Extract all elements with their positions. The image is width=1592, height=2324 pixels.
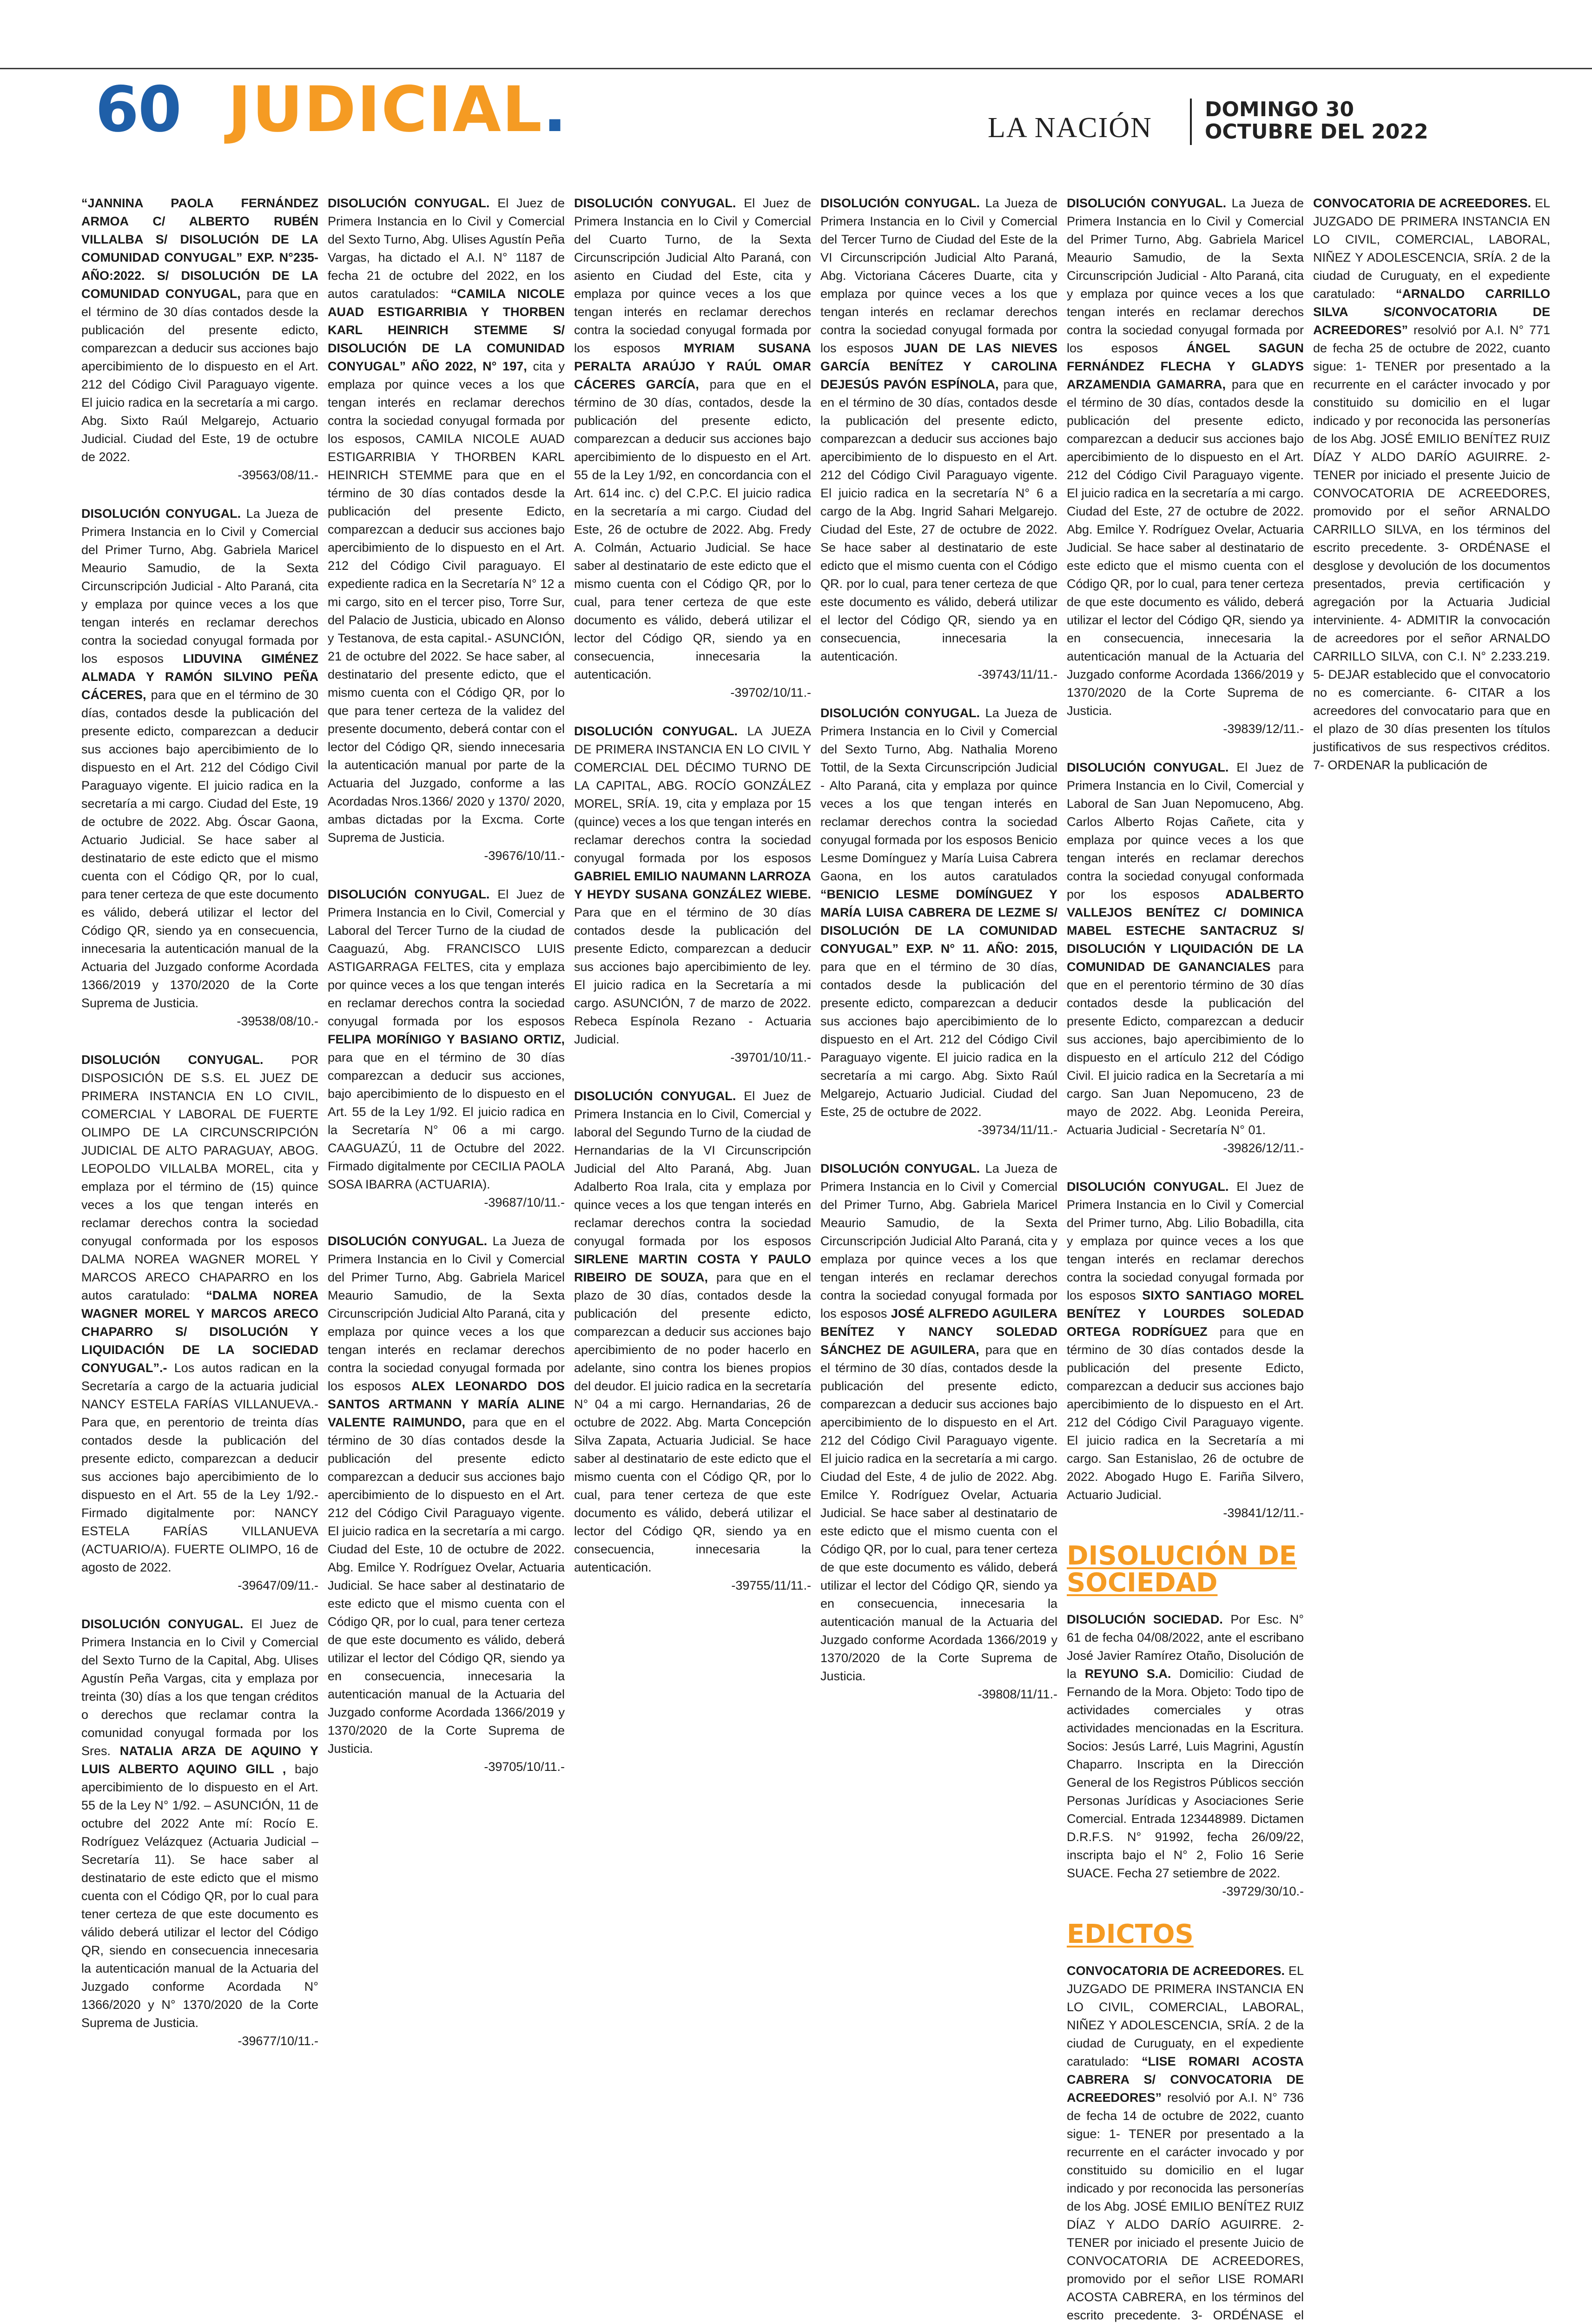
notice-lead: DISOLUCIÓN CONYUGAL. bbox=[574, 1089, 736, 1103]
notice-tail: para que en el término de 30 días contados desde la publicación del presente edicto comparezcan a deducir sus acciones bajo apercibimiento de lo dispuesto en el Art. 212 del Código Civil Paraguayo vigente. El juicio radica en la secretaría a mi cargo. Ciudad del Este, 10 de octubre de 2022. Abg. Emilce Y. Rodríguez Ovelar, Actuaria Judicial. Se hace saber al destinatario de este edicto que el mismo cuenta con el Código QR, por lo cual, para tener certeza de que este documento es válido, deberá utilizar el lector del Código QR, siendo ya en consecuencia, innecesaria la autenticación manual de la Actuaria del Juzgado conforme Acordada 1366/2019 y 1370/2020 de la Corte Suprema de Justicia. bbox=[328, 1415, 565, 1756]
notice-lead: DISOLUCIÓN CONYUGAL. bbox=[574, 724, 738, 738]
notice bbox=[1067, 194, 1304, 738]
notice-ref: -39677/10/11.- bbox=[238, 2034, 318, 2048]
notice-names: “DALMA NOREA WAGNER MOREL Y MARCOS ARECO CHAPARRO S/ DISOLUCIÓN Y LIQUIDACIÓN DE LA SOCIEDAD CONYUGAL”.- bbox=[81, 1288, 318, 1375]
notice-lead: DISOLUCIÓN CONYUGAL. bbox=[328, 1234, 488, 1248]
notice-lead: DISOLUCIÓN CONYUGAL. bbox=[81, 1053, 264, 1067]
notice-names: “LISE ROMARI ACOSTA CABRERA S/ CONVOCATORIA DE ACREEDORES” bbox=[1067, 2054, 1304, 2105]
notice-body: La Jueza de Primera Instancia en lo Civil y Comercial del Primer Turno, Abg. Gabriela Maricel Meaurio Samudio, de la Sexta Circunscripción Judicial - Alto Paraná, cita y emplaza por quince veces a los que tengan interés en reclamar derechos contra la sociedad conyugal formada por los esposos bbox=[1067, 196, 1304, 355]
notice-tail: para que en el término de 30 días, contados desde la publicación del presente edicto, comparezcan a deducir sus acciones bajo apercibimiento de lo dispuesto en el Art. 212 del Código Civil Paraguayo vigente. El juicio radica en la secretaría a mi cargo. Abg. Sixto Raúl Melgarejo, Actuario Judicial. Ciudad del Este, 25 de octubre de 2022. bbox=[820, 960, 1057, 1119]
notice bbox=[574, 722, 811, 1067]
section-heading-sociedad: DISOLUCIÓN DE SOCIEDAD bbox=[1067, 1541, 1297, 1598]
notice-ref: -39729/30/10.- bbox=[1222, 1884, 1304, 1898]
notice bbox=[81, 505, 318, 1030]
notice-ref: -39687/10/11.- bbox=[484, 1195, 565, 1209]
notice-names: “CAMILA NICOLE AUAD ESTIGARRIBIA Y THORBEN KARL HEINRICH STEMME S/ DISOLUCIÓN DE LA COMUNIDAD CONYUGAL” AÑO 2022, N° 197, bbox=[328, 287, 565, 373]
notice-tail: para que, en el término de 30 días, contados desde la publicación del presente edicto, comparezcan a deducir sus acciones bajo apercibimiento de lo dispuesto en el Art. 212 del Código Civil Paraguayo vigente. El juicio radica en la secretaría N° 6 a cargo de la Abg. Ingrid Sahari Melgarejo. Ciudad del Este, 27 de octubre de 2022. Se hace saber al destinatario de este edicto que el mismo cuenta con el Código QR. por lo cual, para tener certeza de que este documento es válido, deberá utilizar el lector del Código QR, siendo ya en consecuencia, innecesaria la autenticación. bbox=[820, 377, 1057, 663]
notice-lead: DISOLUCIÓN CONYUGAL. bbox=[1067, 760, 1229, 774]
notice-body: El Juez de Primera Instancia en lo Civil, Comercial y Laboral de San Juan Nepomuceno, Abg. Carlos Alberto Rojas Cañete, cita y emplaza por quince veces a los que tengan interés en reclamar derechos contra la sociedad conyugal conformada por los esposos bbox=[1067, 760, 1304, 901]
notice-names: ADALBERTO VALLEJOS BENÍTEZ C/ DOMINICA MABEL ESTECHE SANTACRUZ S/ DISOLUCIÓN Y LIQUIDACIÓN DE LA COMUNIDAD DE GANANCIALES bbox=[1067, 887, 1304, 974]
column-4 bbox=[820, 194, 1057, 2016]
notice-tail: para que en el término de 30 días, contados desde la publicación del presente edicto, comparezcan a deducir sus acciones bajo apercibimiento de lo dispuesto en el Art. 212 del Código Civil Paraguayo vigente. El juicio radica en la secretaría a mi cargo. Ciudad del Este, 4 de julio de 2022. Abg. Emilce Y. Rodríguez Ovelar, Actuaria Judicial. Se hace saber al destinatario de este edicto que el mismo cuenta con el Código QR, por lo cual, para tener certeza de que este documento es válido, deberá utilizar el lector del Código QR, siendo ya en consecuencia, innecesaria la autenticación manual de la Actuaria del Juzgado conforme Acordada 1366/2019 y 1370/2020 de la Corte Suprema de Justicia. bbox=[820, 1343, 1058, 1683]
notice-ref: -39702/10/11.- bbox=[730, 686, 811, 700]
column-1 bbox=[81, 194, 318, 2048]
notice-body: La Jueza de Primera Instancia en lo Civil y Comercial del Primer Turno, Abg. Gabriela Maricel Meaurio Samudio, de la Sexta Circunscripción Judicial Alto Paraná, cita y emplaza por quince veces a los que tengan interés en reclamar derechos contra la sociedad conyugal formada por los esposos bbox=[328, 1234, 565, 1393]
notice-tail: para que en el perentorio término de 30 días contados desde la publicación del presente Edicto, comparezcan a deducir sus acciones, bajo apercibimiento de lo dispuesto en el artículo 212 del Código Civil. El juicio radica en la Secretaría a mi cargo. San Juan Nepomuceno, 23 de mayo de 2022. Abg. Leonida Pereira, Actuaria Judicial - Secretaría N° 01. bbox=[1067, 960, 1304, 1137]
column-6 bbox=[1313, 194, 1550, 2016]
notice-tail: para que en el término de 30 días, contados desde la publicación del presente edicto, comparezcan a deducir sus acciones bajo apercibimiento de lo dispuesto en el Art. 212 del Código Civil Paraguayo vigente. El juicio radica en la secretaría a mi cargo. Ciudad del Este, 27 de octubre de 2022. Abg. Emilce Y. Rodríguez Ovelar, Actuaria Judicial. Se hace saber al destinatario de este edicto que el mismo cuenta con el Código QR, por lo cual, para tener certeza de que este documento es válido, deberá utilizar el lector del Código QR, siendo ya en consecuencia, innecesaria la autenticación manual de la Actuaria del Juzgado conforme Acordada 1366/2019 y 1370/2020 de la Corte Suprema de Justicia. bbox=[1067, 377, 1304, 718]
notice-body: El Juez de Primera Instancia en lo Civil y Comercial del Cuarto Turno, de la Sexta Circunscripción Judicial Alto Paraná, con asiento en Ciudad del Este, cita y emplaza por quince veces a los que tengan interés en reclamar derechos contra la sociedad conyugal formada por los esposos bbox=[574, 196, 811, 355]
column-5 bbox=[1067, 194, 1304, 2322]
newspaper-logo: LA NACIÓN bbox=[988, 112, 1152, 144]
notice-body: La Jueza de Primera Instancia en lo Civil y Comercial del Primer Turno, Abg. Gabriela Maricel Meaurio Samudio, de la Sexta Circunscripción Judicial - Alto Paraná, cita y emplaza por quince veces a los que tengan interés en reclamar derechos contra la sociedad conyugal formada por los esposos bbox=[81, 507, 318, 666]
notice-names: FELIPA MORÍNIGO Y BASIANO ORTIZ, bbox=[328, 1032, 565, 1046]
notice-lead: CONVOCATORIA DE ACREEDORES. bbox=[1067, 1964, 1285, 1978]
notice-body: El Juez de Primera Instancia en lo Civil y Comercial del Primer turno, Abg. Lilio Bobadilla, cita y emplaza por quince veces a los que tengan interés en reclamar derechos contra la sociedad conyugal formada por los esposos bbox=[1067, 1180, 1304, 1302]
notice-names: GABRIEL EMILIO NAUMANN LARROZA Y HEYDY SUSANA GONZÁLEZ WIEBE. bbox=[574, 869, 811, 901]
notice bbox=[1067, 1611, 1304, 1901]
notice-body: La Jueza de Primera Instancia en lo Civil y Comercial del Primer Turno, Abg. Gabriela Maricel Meaurio Samudio, de la Sexta Circunscripción Judicial Alto Paraná, cita y emplaza por quince veces a los que tengan interés en reclamar derechos contra la sociedad conyugal formada por los esposos bbox=[820, 1162, 1057, 1320]
notice-names: REYUNO S.A. bbox=[1084, 1667, 1171, 1681]
notice bbox=[81, 1051, 318, 1595]
top-rule bbox=[0, 68, 1592, 69]
date-month-year: OCTUBRE DEL 2022 bbox=[1205, 120, 1428, 144]
notice-body: Por Esc. N° 61 de fecha 04/08/2022, ante el escribano José Javier Ramírez Otaño, Disolución de la bbox=[1067, 1612, 1304, 1681]
notice-tail: resolvió por A.I. N° 736 de fecha 14 de octubre de 2022, cuanto sigue: 1- TENER por presentado a la recurrente en el carácter invocado y por constituido su domicilio en el lugar indicado y por reconocida las personerías de los Abg. JOSÉ EMILIO BENÍTEZ RUIZ DÍAZ Y ALDO DARÍO AGUIRRE. 2- TENER por iniciado el presente Juicio de CONVOCATORIA DE ACREEDORES, promovido por el señor LISE ROMARI ACOSTA CABRERA, en los términos del escrito precedente. 3- ORDÉNASE el bbox=[1067, 2091, 1304, 2322]
notice-names: NATALIA ARZA DE AQUINO Y LUIS ALBERTO AQUINO GILL , bbox=[81, 1744, 318, 1776]
notice bbox=[81, 1615, 318, 2050]
notice-lead: DISOLUCIÓN CONYUGAL. bbox=[1067, 196, 1227, 210]
notice-tail: bajo apercibimiento de lo dispuesto en el Art. 55 de la Ley N° 1/92. – ASUNCIÓN, 11 de octubre del 2022 Ante mí: Rocío E. Rodríguez Velázquez (Actuaria Judicial – Secretaría 11). Se hace saber al destinatario de este edicto que el mismo cuenta con el Código QR, por lo cual para tener certeza de que este documento es válido deberá utilizar el lector del Código QR, siendo en consecuencia innecesaria la autenticación manual de la Actuaria del Juzgado conforme Acordada N° 1366/2020 y N° 1370/2020 de la Corte Suprema de Justicia. bbox=[81, 1762, 318, 2030]
notice-ref: -39705/10/11.- bbox=[484, 1760, 565, 1774]
notice-lead: DISOLUCIÓN CONYUGAL. bbox=[81, 1617, 244, 1631]
notice bbox=[328, 885, 565, 1212]
notice bbox=[328, 194, 565, 865]
notice bbox=[1067, 1962, 1304, 2324]
notice-tail: Los autos radican en la Secretaría a cargo de la actuaria judicial NANCY ESTELA FARÍAS VILLANUEVA.- Para que, en perentorio de treinta días contados desde la publicación del presente edicto, comparezcan a deducir sus acciones bajo apercibimiento de lo dispuesto en el Art. 55 de la Ley 1/92.- Firmado digitalmente por: NANCY ESTELA FARÍAS VILLANUEVA (ACTUARIO/A). FUERTE OLIMPO, 16 de agosto de 2022. bbox=[81, 1361, 318, 1574]
notice bbox=[1067, 759, 1304, 1157]
notice-ref: -39841/12/11.- bbox=[1223, 1506, 1304, 1520]
section-title bbox=[228, 73, 568, 146]
notice-ref: -39538/08/10.- bbox=[237, 1014, 318, 1028]
notice-tail: cita y emplaza por quince veces a los que tengan interés en reclamar derechos contra la sociedad conyugal formada por los esposos, CAMILA NICOLE AUAD ESTIGARRIBIA Y THORBEN KARL HEINRICH STEMME para que en el término de 30 días contados desde la publicación del presente Edicto, comparezcan a deducir sus acciones bajo apercibimiento de lo dispuesto en el Art. 212 del Código Civil paraguayo. El expediente radica en la Secretaría N° 12 a mi cargo, sito en el tercer piso, Torre Sur, del Palacio de Justicia, ubicado en Alonso y Testanova, de esta capital.- ASUNCIÓN, 21 de octubre del 2022. Se hace saber, al destinatario del presente edicto, que el mismo cuenta con el Código QR, por lo que para tener certeza de la validez del presente documento, deberá contar con el lector del Código QR, siendo innecesaria la autenticación manual por parte de la Actuaria del Juzgado, conforme a las Acordadas Nros.1366/ 2020 y 1370/ 2020, ambas dictadas por la Excma. Corte Suprema de Justicia. bbox=[328, 359, 565, 845]
notice bbox=[820, 194, 1057, 684]
notice bbox=[820, 704, 1057, 1139]
notice-body: La Jueza de Primera Instancia en lo Civil y Comercial del Sexto Turno, Abg. Nathalia Moreno Tottil, de la Sexta Circunscripción Judicial - Alto Paraná, cita y emplaza por quince veces a los que tengan interés en reclamar derechos contra la sociedad conyugal formada por los esposos Benicio Lesme Domínguez y María Luisa Cabrera Gaona, en los autos caratulados bbox=[820, 706, 1057, 883]
notice-body: El Juez de Primera Instancia en lo Civil y Comercial del Sexto Turno, Abg. Ulises Agustín Peña Vargas, ha dictado el A.I. N° 1187 de fecha 21 de octubre del 2022, en los autos caratulados: bbox=[328, 196, 565, 301]
notice-body: POR DISPOSICIÓN DE S.S. EL JUEZ DE PRIMERA INSTANCIA EN LO CIVIL, COMERCIAL Y LABORAL DE FUERTE OLIMPO DE LA CIRCUNSCRIPCIÓN JUDICIAL DE ALTO PARAGUAY, ABOG. LEOPOLDO VILLALBA MOREL, cita y emplaza por el término de (15) quince veces a los que tengan interés en reclamar derechos contra la sociedad conyugal conformada por los esposos DALMA NOREA WAGNER MOREL Y MARCOS ARECO CHAPARRO en los autos caratulado: bbox=[81, 1053, 318, 1302]
notice-body: El Juez de Primera Instancia en lo Civil, Comercial y laboral del Segundo Turno de la ciudad de Hernandarias de la VI Circunscripción Judicial del Alto Paraná, Abg. Juan Adalberto Roa Irala, cita y emplaza por quince veces a los que tengan interés en reclamar derechos contra la sociedad conyugal formada por los esposos bbox=[574, 1089, 811, 1248]
notice-names: SIXTO SANTIAGO MOREL BENÍTEZ Y LOURDES SOLEDAD ORTEGA RODRÍGUEZ bbox=[1067, 1288, 1304, 1339]
notice-lead: DISOLUCIÓN SOCIEDAD. bbox=[1067, 1612, 1223, 1626]
notice-names: SIRLENE MARTIN COSTA Y PAULO RIBEIRO DE SOUZA, bbox=[574, 1252, 811, 1284]
notice-ref: -39563/08/11.- bbox=[238, 468, 318, 482]
notice-ref: -39743/11/11.- bbox=[978, 667, 1057, 681]
column-3 bbox=[574, 194, 811, 2016]
notice-tail: Domicilio: Ciudad de Fernando de la Mora. Objeto: Todo tipo de actividades comerciales y otras actividades mencionadas en la Escritura. Socios: Jesús Larré, Luis Magrini, Agustín Chaparro. Inscripta en la Dirección General de los Registros Públicos sección Personas Jurídicas y Asociaciones Serie Comercial. Entrada 123448989. Dictamen D.R.F.S. N° 91992, fecha 26/09/22, inscripta bajo el N° 2, Folio 16 Serie SUACE. Fecha 27 setiembre de 2022. bbox=[1067, 1667, 1304, 1880]
notice-ref: -39755/11/11.- bbox=[731, 1578, 811, 1592]
notice-tail: para que en el término de 30 días, contados, desde la publicación del presente edicto, comparezcan a deducir sus acciones bajo apercibimiento de lo dispuesto en el Art. 55 de la Ley 1/92, en concordancia con el Art. 614 inc. c) del C.P.C. El juicio radica en la secretaría a mi cargo. Ciudad del Este, 26 de octubre de 2022. Abg. Fredy A. Colmán, Actuario Judicial. Se hace saber al destinatario de este edicto que el mismo cuenta con el Código QR, por lo cual, para tener certeza de que este documento es válido, deberá utilizar el lector del Código QR, siendo ya en consecuencia, innecesaria la autenticación. bbox=[574, 377, 811, 681]
notice-ref: -39839/12/11.- bbox=[1223, 722, 1304, 736]
notice-lead: DISOLUCIÓN CONYUGAL. bbox=[328, 887, 490, 901]
notice-names: “BENICIO LESME DOMÍNGUEZ Y MARÍA LUISA CABRERA DE LEZME S/ DISOLUCIÓN DE LA COMUNIDAD CONYUGAL” EXP. N° 11. AÑO: 2015, bbox=[820, 887, 1057, 956]
notice-names: ÁNGEL SAGUN FERNÁNDEZ FLECHA Y GLADYS ARZAMENDIA GAMARRA, bbox=[1067, 341, 1304, 391]
notice-lead: DISOLUCIÓN CONYUGAL. bbox=[820, 706, 980, 720]
notice-ref: -39734/11/11.- bbox=[978, 1123, 1057, 1137]
column-2 bbox=[328, 194, 565, 2016]
notice-body: La Jueza de Primera Instancia en lo Civil y Comercial del Tercer Turno de Ciudad del Este de la VI Circunscripción Judicial Alto Paraná, Abg. Victoriana Cáceres Duarte, cita y emplaza por quince veces a los que tengan interés en reclamar derechos contra la sociedad conyugal formada por los esposos bbox=[820, 196, 1057, 355]
notice-body: LA JUEZA DE PRIMERA INSTANCIA EN LO CIVIL Y COMERCIAL DEL DÉCIMO TURNO DE LA CAPITAL, ABG. ROCÍO GONZÁLEZ MOREL, SRÍA. 19, cita y emplaza por 15 (quince) veces a los que tengan interés en reclamar derechos contra la sociedad conyugal formada por los esposos bbox=[574, 724, 811, 865]
notice-body: EL JUZGADO DE PRIMERA INSTANCIA EN LO CIVIL, COMERCIAL, LABORAL, NIÑEZ Y ADOLESCENCIA, SRÍA. 2 de la ciudad de Curuguaty, en el expediente caratulado: bbox=[1067, 1964, 1304, 2068]
section-heading-edictos: EDICTOS bbox=[1067, 1919, 1194, 1949]
notice-ref: -39808/11/11.- bbox=[978, 1687, 1057, 1701]
header-divider bbox=[1190, 99, 1192, 145]
notice-lead: DISOLUCIÓN CONYUGAL. bbox=[1067, 1180, 1229, 1194]
notice bbox=[1067, 1178, 1304, 1522]
notice bbox=[1313, 194, 1550, 774]
notice bbox=[574, 1087, 811, 1595]
notice-ref: -39701/10/11.- bbox=[730, 1050, 811, 1064]
notice-lead: DISOLUCIÓN CONYUGAL. bbox=[820, 1162, 980, 1175]
notice-body: EL JUZGADO DE PRIMERA INSTANCIA EN LO CIVIL, COMERCIAL, LABORAL, NIÑEZ Y ADOLESCENCIA, SRÍA. 2 de la ciudad de Curuguaty, en el expediente caratulado: bbox=[1313, 196, 1551, 301]
notice-lead: DISOLUCIÓN CONYUGAL. bbox=[574, 196, 736, 210]
notice-names: “ARNALDO CARRILLO SILVA S/CONVOCATORIA DE ACREEDORES” bbox=[1313, 287, 1550, 337]
notice-names: LIDUVINA GIMÉNEZ ALMADA Y RAMÓN SILVINO PEÑA CÁCERES, bbox=[81, 652, 318, 702]
notice bbox=[81, 194, 318, 484]
section-title-dot: . bbox=[542, 73, 568, 146]
notice-names: ALEX LEONARDO DOS SANTOS ARTMANN Y MARÍA ALINE VALENTE RAIMUNDO, bbox=[328, 1379, 565, 1429]
notice-body: para que en el término de 30 días contados desde la publicación del presente edicto, comparezcan a deducir sus acciones bajo apercibimiento de lo dispuesto en el Art. 212 del Código Civil Paraguayo vigente. El juicio radica en la secretaría a mi cargo. Abg. Sixto Raúl Melgarejo, Actuario Judicial. Ciudad del Este, 19 de octubre de 2022. bbox=[81, 287, 318, 464]
notice-lead: DISOLUCIÓN CONYUGAL. bbox=[328, 196, 490, 210]
notice-lead: DISOLUCIÓN CONYUGAL. bbox=[81, 507, 241, 521]
notice-lead: “JANNINA PAOLA FERNÁNDEZ ARMOA C/ ALBERTO RUBÉN VILLALBA S/ DISOLUCIÓN DE LA COMUNIDAD CONYUGAL” EXP. N°235- AÑO:2022. S/ DISOLUCIÓN DE LA COMUNIDAD CONYUGAL, bbox=[81, 196, 318, 301]
notice-tail: Para que en el término de 30 días contados desde la publicación del presente Edicto, comparezcan a deducir sus acciones bajo apercibimiento de ley. El juicio radica en la Secretaría a mi cargo. ASUNCIÓN, 7 de marzo de 2022. Rebeca Espínola Rezano - Actuaria Judicial. bbox=[574, 905, 811, 1046]
notice-tail: para que en término de 30 días contados desde la publicación del presente Edicto, comparezcan a deducir sus acciones bajo apercibimiento de lo dispuesto en el Art. 212 del Código Civil Paraguayo vigente. El juicio radica en la Secretaría a mi cargo. San Estanislao, 26 de octubre de 2022. Abogado Hugo E. Fariña Silvero, Actuario Judicial. bbox=[1067, 1325, 1304, 1502]
notice-ref: -39826/12/11.- bbox=[1223, 1141, 1304, 1155]
notice-body: El Juez de Primera Instancia en lo Civil, Comercial y Laboral del Tercer Turno de la ciudad de Caaguazú, Abg. FRANCISCO LUIS ASTIGARRAGA FELTES, cita y emplaza por quince veces a los que tengan interés en reclamar derechos contra la sociedad conyugal formada por los esposos bbox=[328, 887, 565, 1028]
notice-ref: -39676/10/11.- bbox=[484, 849, 565, 863]
notice-lead: DISOLUCIÓN CONYUGAL. bbox=[820, 196, 980, 210]
notice-tail: para que en el término de 30 días comparezcan a deducir sus acciones, bajo apercibimiento de lo dispuesto en el Art. 55 de la Ley 1/92. El juicio radica en la Secretaría N° 06 a mi cargo. CAAGUAZÚ, 11 de Octubre del 2022. Firmado digitalmente por CECILIA PAOLA SOSA IBARRA (ACTUARIA). bbox=[328, 1050, 565, 1191]
notice bbox=[820, 1160, 1057, 1703]
notice-tail: resolvió por A.I. N° 771 de fecha 25 de octubre de 2022, cuanto sigue: 1- TENER por presentado a la recurrente en el carácter invocado y por constituido su domicilio en el lugar indicado y por reconocida las personerías de los Abg. JOSÉ EMILIO BENÍTEZ RUIZ DÍAZ Y ALDO DARÍO AGUIRRE. 2- TENER por iniciado el presente Juicio de CONVOCATORIA DE ACREEDORES, promovido por el señor ARNALDO CARRILLO SILVA, en los términos del escrito precedente. 3- ORDÉNASE el desglose y devolución de los documentos presentados, previa certificación y agregación por la Actuaria Judicial interviniente. 4- ADMITIR la convocación de acreedores por el señor ARNALDO CARRILLO SILVA, con C.I. N° 2.233.219. 5- DEJAR establecido que el convocatorio no es comerciante. 6- CITAR a los acreedores del convocatario para que en el plazo de 30 días presenten los títulos justificativos de sus respectivos créditos. 7- ORDENAR la publicación de bbox=[1313, 323, 1550, 772]
section-title-text: JUDICIAL bbox=[228, 73, 543, 146]
notice bbox=[328, 1232, 565, 1776]
notice-ref: -39647/09/11.- bbox=[238, 1578, 318, 1592]
notice-names: MYRIAM SUSANA PERALTA ARAÚJO Y RAÚL OMAR CÁCERES GARCÍA, bbox=[574, 341, 811, 391]
notice bbox=[574, 194, 811, 702]
notice-tail: para que en el término de 30 días, contados desde la publicación del presente edicto, comparezcan a deducir sus acciones bajo apercibimiento de lo dispuesto en el Art. 212 del Código Civil Paraguayo vigente. El juicio radica en la secretaría a mi cargo. Ciudad del Este, 19 de octubre de 2022. Abg. Óscar Gaona, Actuario Judicial. Se hace saber al destinatario de este edicto que el mismo cuenta con el Código QR, por lo cual, para tener certeza de que este documento es válido, deberá utilizar el lector del Código QR, siendo ya en consecuencia, innecesaria la autenticación manual de la Actuaria del Juzgado conforme Acordada 1366/2019 y 1370/2020 de la Corte Suprema de Justicia. bbox=[81, 688, 318, 1010]
date-weekday: DOMINGO 30 bbox=[1205, 98, 1354, 121]
notice-lead: CONVOCATORIA DE ACREEDORES. bbox=[1313, 196, 1531, 210]
notice-body: El Juez de Primera Instancia en lo Civil y Comercial del Sexto Turno de la Capital, Abg. Ulises Agustín Peña Vargas, cita y emplaza por treinta (30) días a los que tengan créditos o derechos que reclamar contra la comunidad conyugal formada por los Sres. bbox=[81, 1617, 318, 1758]
notice-tail: para que en el plazo de 30 días, contados desde la publicación del presente edicto, comparezcan a deducir sus acciones bajo apercibimiento de no poder hacerlo en adelante, sino contra los bienes propios del deudor. El juicio radica en la secretaría N° 04 a mi cargo. Hernandarias, 26 de octubre de 2022. Abg. Marta Concepción Silva Zapata, Actuaria Judicial. Se hace saber al destinatario de este edicto que el mismo cuenta con el Código QR, por lo cual, para tener certeza de que este documento es válido, deberá utilizar el lector del Código QR, siendo ya en consecuencia, innecesaria la autenticación. bbox=[574, 1270, 811, 1574]
notice-names: JUAN DE LAS NIEVES GARCÍA BENÍTEZ Y CAROLINA DEJESÚS PAVÓN ESPÍNOLA, bbox=[820, 341, 1057, 391]
notice-names: JOSÉ ALFREDO AGUILERA BENÍTEZ Y NANCY SOLEDAD SÁNCHEZ DE AGUILERA, bbox=[820, 1307, 1057, 1357]
page-number: 60 bbox=[95, 73, 181, 146]
